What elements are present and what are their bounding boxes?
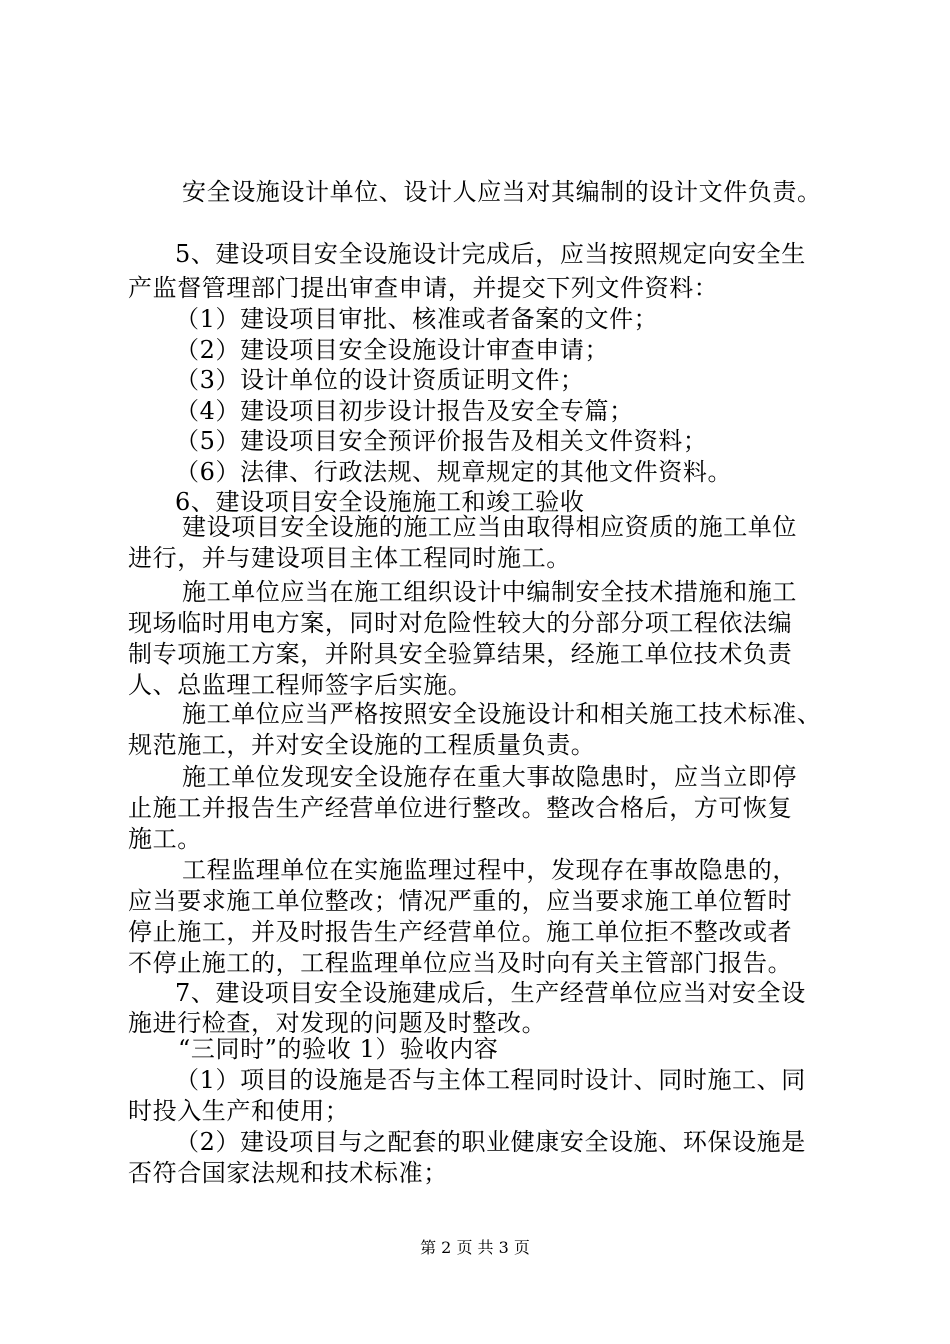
text-line: 应当要求施工单位整改；情况严重的，应当要求施工单位暂时: [128, 887, 793, 915]
text-line: （6）法律、行政法规、规章规定的其他文件资料。: [175, 458, 733, 486]
text-line: “三同时”的验收 1）验收内容: [178, 1035, 499, 1063]
text-line: （3）设计单位的设计资质证明文件；: [175, 366, 585, 394]
text-line: 建设项目安全设施的施工应当由取得相应资质的施工单位: [182, 513, 797, 541]
text-line: （1）建设项目审批、核准或者备案的文件；: [175, 305, 659, 333]
text-line: 施工单位应当在施工组织设计中编制安全技术措施和施工: [182, 578, 797, 606]
text-line: （2）建设项目与之配套的职业健康安全设施、环保设施是: [175, 1128, 806, 1156]
text-line: （1）项目的设施是否与主体工程同时设计、同时施工、同: [175, 1066, 806, 1094]
text-line: 否符合国家法规和技术标准；: [128, 1159, 448, 1187]
text-line: 6、建设项目安全设施施工和竣工验收: [175, 488, 585, 516]
text-line: 5、建设项目安全设施设计完成后，应当按照规定向安全生: [175, 240, 806, 268]
text-line: （2）建设项目安全设施设计审查申请；: [175, 336, 610, 364]
text-line: 工程监理单位在实施监理过程中，发现存在事故隐患的，: [182, 856, 797, 884]
text-line: 施工单位应当严格按照安全设施设计和相关施工技术标准、: [182, 700, 822, 728]
text-line: 7、建设项目安全设施建成后，生产经营单位应当对安全设: [175, 979, 806, 1007]
text-line: 时投入生产和使用；: [128, 1097, 350, 1125]
text-line: 制专项施工方案，并附具安全验算结果，经施工单位技术负责: [128, 640, 793, 668]
text-line: 安全设施设计单位、设计人应当对其编制的设计文件负责。: [182, 178, 822, 206]
text-line: 停止施工，并及时报告生产经营单位。施工单位拒不整改或者: [128, 918, 793, 946]
text-line: （4）建设项目初步设计报告及安全专篇；: [175, 397, 634, 425]
page-number-footer: 第 2 页 共 3 页: [420, 1238, 530, 1257]
text-line: 施进行检查，对发现的问题及时整改。: [128, 1009, 547, 1037]
text-line: 施工。: [128, 825, 202, 853]
text-line: 施工单位发现安全设施存在重大事故隐患时，应当立即停: [182, 763, 797, 791]
text-line: 规范施工，并对安全设施的工程质量负责。: [128, 731, 596, 759]
text-line: （5）建设项目安全预评价报告及相关文件资料；: [175, 427, 708, 455]
text-line: 人、总监理工程师签字后实施。: [128, 671, 473, 699]
text-line: 止施工并报告生产经营单位进行整改。整改合格后，方可恢复: [128, 794, 793, 822]
text-line: 产监督管理部门提出审查申请，并提交下列文件资料：: [128, 274, 719, 302]
text-line: 进行，并与建设项目主体工程同时施工。: [128, 544, 571, 572]
text-line: 现场临时用电方案，同时对危险性较大的分部分项工程依法编: [128, 609, 793, 637]
text-line: 不停止施工的，工程监理单位应当及时向有关主管部门报告。: [128, 949, 793, 977]
